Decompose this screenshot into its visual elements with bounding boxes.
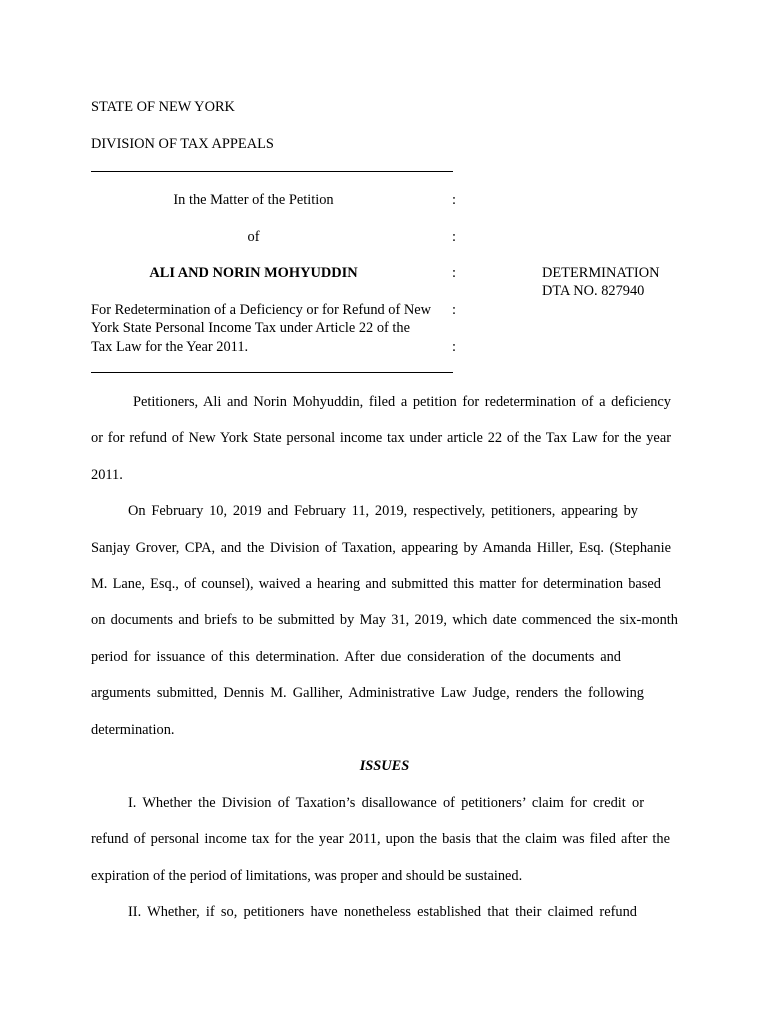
caption-top-rule [91,171,453,172]
paragraph-1-line: 2011. [91,467,123,483]
division-heading: DIVISION OF TAX APPEALS [91,136,274,152]
caption-bottom-rule [91,372,453,373]
issue-1-line: expiration of the period of limitations, was proper and should be sustained. [91,868,523,884]
paragraph-2-line: period for issuance of this determination. After due consideration of the documents and [91,649,621,665]
issue-2-line: II. Whether, if so, petitioners have nonetheless established that their claimed refund [128,904,637,920]
caption-colon: : [452,229,456,245]
state-heading: STATE OF NEW YORK [91,99,235,115]
paragraph-2-line: M. Lane, Esq., of counsel), waived a hearing and submitted this matter for determination based [91,576,661,592]
document-type: DETERMINATION [542,265,660,281]
paragraph-2-line: on documents and briefs to be submitted by May 31, 2019, which date commenced the six-month [91,612,678,628]
issues-heading: ISSUES [359,758,410,774]
issue-1-line: refund of personal income tax for the year 2011, upon the basis that the claim was filed after the [91,831,670,847]
caption-colon: : [452,339,456,355]
of-line: of [247,229,260,245]
purpose-line-3: Tax Law for the Year 2011. [91,339,249,355]
dta-number: DTA NO. 827940 [542,283,645,299]
paragraph-1-line: or for refund of New York State personal income tax under article 22 of the Tax Law for the year [91,430,671,446]
purpose-line-1: For Redetermination of a Deficiency or for Refund of New [91,302,432,318]
petitioners-name: ALI AND NORIN MOHYUDDIN [149,265,358,281]
caption-colon: : [452,265,456,281]
paragraph-2-line: On February 10, 2019 and February 11, 2019, respectively, petitioners, appearing by [128,503,638,519]
matter-line: In the Matter of the Petition [173,192,334,208]
caption-colon: : [452,302,456,318]
caption-colon: : [452,192,456,208]
issue-1-line: I. Whether the Division of Taxation’s disallowance of petitioners’ claim for credit or [128,795,644,811]
paragraph-2-line: Sanjay Grover, CPA, and the Division of Taxation, appearing by Amanda Hiller, Esq. (Stephanie [91,540,671,556]
purpose-line-2: York State Personal Income Tax under Article 22 of the [91,320,410,336]
paragraph-1-line: Petitioners, Ali and Norin Mohyuddin, filed a petition for redetermination of a deficiency [133,394,671,410]
paragraph-2-line: determination. [91,722,175,738]
paragraph-2-line: arguments submitted, Dennis M. Galliher, Administrative Law Judge, renders the following [91,685,644,701]
